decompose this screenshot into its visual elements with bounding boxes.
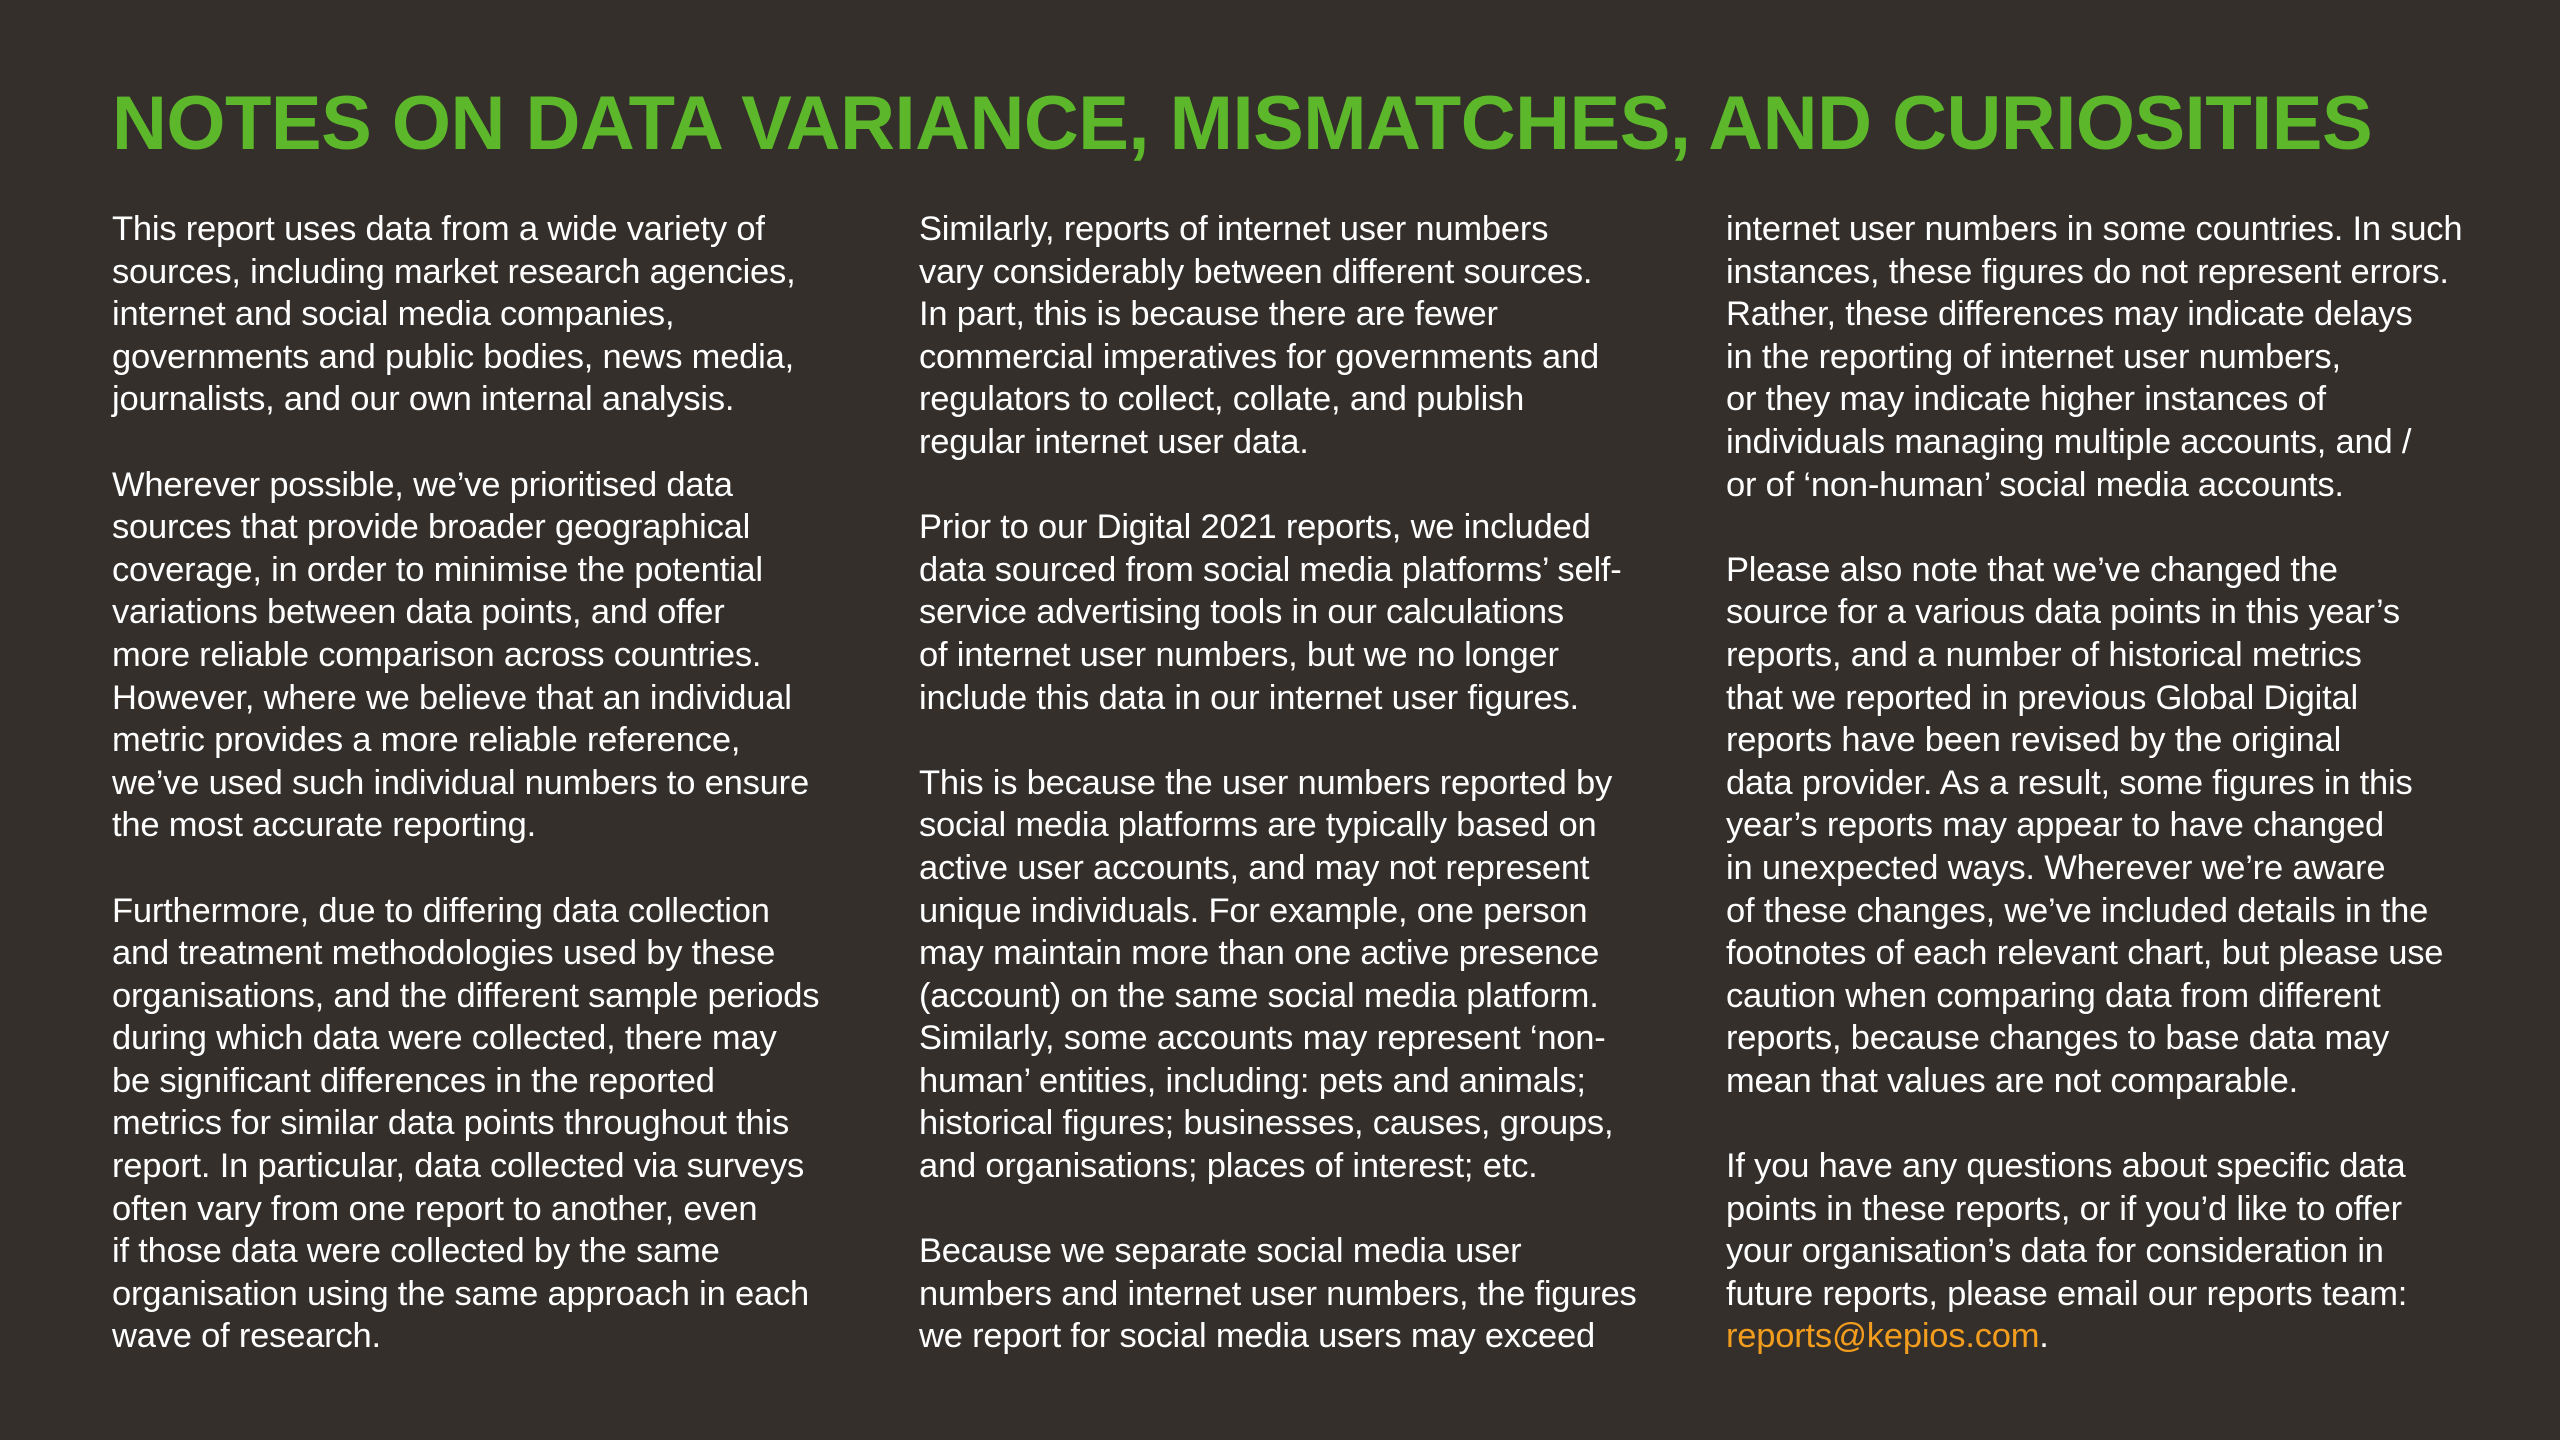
text-line: that we reported in previous Global Digital xyxy=(1726,678,2358,717)
paragraph xyxy=(1726,549,2466,1103)
paragraph xyxy=(112,208,852,421)
text-line: Because we separate social media user xyxy=(919,1232,1522,1271)
paragraph xyxy=(1726,208,2466,506)
paragraph xyxy=(112,464,852,847)
text-line: source for a various data points in this year’s xyxy=(1726,593,2400,632)
text-line: data sourced from social media platforms’ self- xyxy=(919,550,1622,589)
text-line: and organisations; places of interest; etc. xyxy=(919,1147,1538,1186)
text-line: report. In particular, data collected via surveys xyxy=(112,1147,805,1186)
text-line: often vary from one report to another, even xyxy=(112,1189,758,1228)
text-line: the most accurate reporting. xyxy=(112,806,536,845)
text-line: This report uses data from a wide variety of xyxy=(112,210,765,248)
text-line: service advertising tools in our calculations xyxy=(919,593,1564,632)
text-line: may maintain more than one active presence xyxy=(919,934,1600,973)
text-line: internet user numbers in some countries. In such xyxy=(1726,210,2463,248)
text-line: However, where we believe that an individual xyxy=(112,678,792,717)
text-line: variations between data points, and offer xyxy=(112,593,725,632)
text-line: during which data were collected, there may xyxy=(112,1019,777,1058)
paragraph xyxy=(112,890,852,1359)
text-line: sources that provide broader geographical xyxy=(112,508,751,547)
text-line: unique individuals. For example, one person xyxy=(919,891,1588,930)
page-title: NOTES ON DATA VARIANCE, MISMATCHES, AND CURIOSITIES xyxy=(112,81,2373,166)
text-line: Similarly, reports of internet user numbers xyxy=(919,210,1549,248)
text-line: social media platforms are typically based on xyxy=(919,806,1597,845)
paragraph xyxy=(919,506,1659,719)
text-line: footnotes of each relevant chart, but please use xyxy=(1726,934,2444,973)
text-line: we report for social media users may exceed xyxy=(919,1317,1595,1356)
text-line: in the reporting of internet user numbers, xyxy=(1726,337,2341,376)
text-column-3 xyxy=(1726,208,2466,1401)
text-line: active user accounts, and may not represent xyxy=(919,848,1590,887)
text-line: or they may indicate higher instances of xyxy=(1726,380,2326,419)
text-line: Prior to our Digital 2021 reports, we included xyxy=(919,508,1591,547)
text-line: reports, and a number of historical metrics xyxy=(1726,635,2362,674)
text-line: If you have any questions about specific data xyxy=(1726,1147,2406,1186)
text-line: of these changes, we’ve included details in the xyxy=(1726,891,2429,930)
text-line: be significant differences in the reported xyxy=(112,1061,715,1100)
text-line: coverage, in order to minimise the potential xyxy=(112,550,763,589)
text-line: your organisation’s data for consideration in xyxy=(1726,1232,2384,1271)
text-column-2 xyxy=(919,208,1659,1401)
text-line: caution when comparing data from different xyxy=(1726,976,2381,1015)
text-line: vary considerably between different sources. xyxy=(919,252,1593,291)
text-line: regular internet user data. xyxy=(919,422,1309,461)
text-line: points in these reports, or if you’d like to offer xyxy=(1726,1189,2402,1228)
text-line: organisation using the same approach in each xyxy=(112,1274,810,1313)
text-line: This is because the user numbers reported by xyxy=(919,763,1613,802)
text-line: In part, this is because there are fewer xyxy=(919,295,1498,334)
text-line: sources, including market research agencies, xyxy=(112,252,796,291)
text-line: individuals managing multiple accounts, and / xyxy=(1726,422,2412,461)
text-line: Please also note that we’ve changed the xyxy=(1726,550,2338,589)
paragraph xyxy=(919,1230,1659,1358)
text-line: if those data were collected by the same xyxy=(112,1232,720,1271)
text-line: we’ve used such individual numbers to ensure xyxy=(112,763,809,802)
text-line: regulators to collect, collate, and publish xyxy=(919,380,1525,419)
text-line xyxy=(1726,1315,2466,1358)
text-line: reports have been revised by the original xyxy=(1726,721,2342,760)
trailing-period: . xyxy=(2039,1317,2049,1356)
text-line: organisations, and the different sample periods xyxy=(112,976,820,1015)
text-line: governments and public bodies, news media, xyxy=(112,337,795,376)
text-line: reports, because changes to base data may xyxy=(1726,1019,2390,1058)
text-line: mean that values are not comparable. xyxy=(1726,1061,2298,1100)
paragraph xyxy=(1726,1145,2466,1358)
text-line: numbers and internet user numbers, the figures xyxy=(919,1274,1637,1313)
paragraph xyxy=(919,762,1659,1188)
text-line: year’s reports may appear to have changed xyxy=(1726,806,2384,845)
text-column-1 xyxy=(112,208,852,1401)
text-line: metrics for similar data points throughout this xyxy=(112,1104,790,1143)
text-line: more reliable comparison across countries. xyxy=(112,635,762,674)
text-line: metric provides a more reliable reference, xyxy=(112,721,741,760)
text-line: include this data in our internet user figures. xyxy=(919,678,1579,717)
text-line: Furthermore, due to differing data collection xyxy=(112,891,770,930)
text-line: or of ‘non-human’ social media accounts. xyxy=(1726,465,2344,504)
text-line: Rather, these differences may indicate delays xyxy=(1726,295,2413,334)
text-line: human’ entities, including: pets and animals; xyxy=(919,1061,1586,1100)
text-line: internet and social media companies, xyxy=(112,295,675,334)
text-line: Wherever possible, we’ve prioritised data xyxy=(112,465,733,504)
text-line: wave of research. xyxy=(112,1317,381,1356)
text-line: instances, these figures do not represent errors. xyxy=(1726,252,2449,291)
email-link[interactable]: reports@kepios.com xyxy=(1726,1317,2040,1356)
text-line: and treatment methodologies used by these xyxy=(112,934,776,973)
text-line: journalists, and our own internal analysis. xyxy=(112,380,735,419)
text-line: of internet user numbers, but we no longer xyxy=(919,635,1559,674)
paragraph xyxy=(919,208,1659,464)
text-line: commercial imperatives for governments and xyxy=(919,337,1599,376)
text-line: future reports, please email our reports team: xyxy=(1726,1274,2408,1313)
text-line: in unexpected ways. Wherever we’re aware xyxy=(1726,848,2386,887)
text-line: Similarly, some accounts may represent ‘non- xyxy=(919,1019,1606,1058)
text-line: data provider. As a result, some figures in this xyxy=(1726,763,2413,802)
text-line: historical figures; businesses, causes, groups, xyxy=(919,1104,1614,1143)
text-line: (account) on the same social media platform. xyxy=(919,976,1599,1015)
